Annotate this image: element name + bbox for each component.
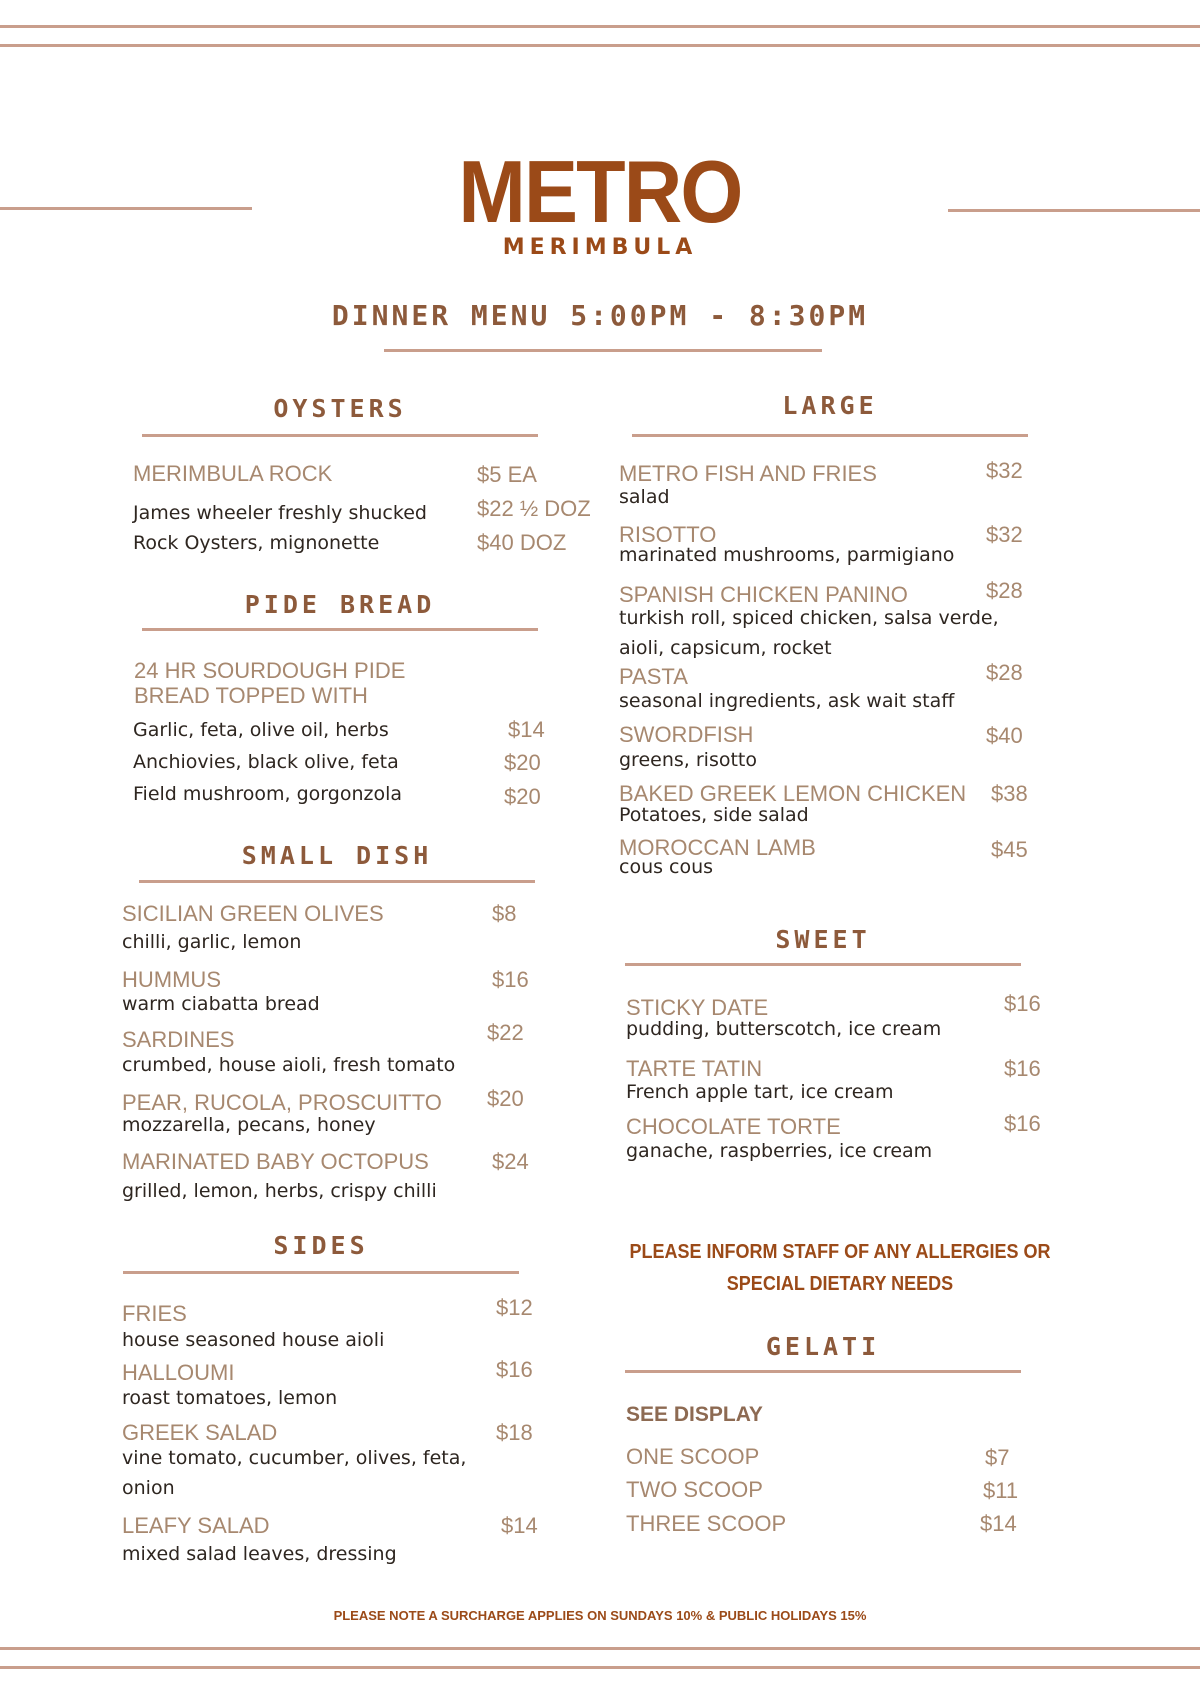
- large-item-name: RISOTTO: [619, 522, 717, 547]
- brand-logo-title: METRO: [458, 142, 742, 241]
- large-item-name: MOROCCAN LAMB: [619, 835, 816, 860]
- oysters-heading: OYSTERS: [273, 394, 407, 423]
- sweet-item-name: TARTE TATIN: [626, 1056, 763, 1081]
- allergy-notice-line-1: PLEASE INFORM STAFF OF ANY ALLERGIES OR: [629, 1241, 1051, 1263]
- pide-item-desc: Field mushroom, gorgonzola: [133, 783, 403, 805]
- bottom-border-rule-1: [0, 1647, 1200, 1650]
- large-item-price: $32: [986, 458, 1023, 483]
- small-dish-item-price: $22: [487, 1020, 524, 1045]
- allergy-notice-line-2: SPECIAL DIETARY NEEDS: [726, 1273, 954, 1295]
- small-dish-item-name: PEAR, RUCOLA, PROSCUITTO: [122, 1090, 442, 1115]
- large-item-desc: cous cous: [619, 856, 714, 878]
- pide-heading-line-1: 24 HR SOURDOUGH PIDE: [134, 658, 406, 683]
- gelati-heading: GELATI: [765, 1332, 881, 1361]
- sweet-item-desc: French apple tart, ice cream: [626, 1081, 894, 1103]
- oysters-item-desc-1: James wheeler freshly shucked: [133, 502, 427, 524]
- sides-item-desc-continued: onion: [122, 1477, 175, 1499]
- large-item-price: $40: [986, 723, 1023, 748]
- large-heading: LARGE: [782, 391, 878, 420]
- top-border-rule-2: [0, 44, 1200, 47]
- large-item-desc: salad: [619, 486, 670, 508]
- large-item-price: $45: [991, 837, 1028, 862]
- sweet-item-desc: pudding, butterscotch, ice cream: [626, 1018, 942, 1040]
- large-item-desc-continued: aioli, capsicum, rocket: [619, 637, 832, 659]
- large-item-desc: turkish roll, spiced chicken, salsa verde,: [619, 607, 999, 629]
- sweet-item-name: CHOCOLATE TORTE: [626, 1114, 841, 1139]
- large-item-price: $32: [986, 522, 1023, 547]
- large-item-price: $28: [986, 578, 1023, 603]
- oysters-price-each: $5 EA: [477, 462, 537, 487]
- large-item-desc: Potatoes, side salad: [619, 804, 809, 826]
- small-dish-rule: [139, 880, 535, 883]
- large-item-price: $38: [991, 781, 1028, 806]
- pide-item-desc: Garlic, feta, olive oil, herbs: [133, 719, 389, 741]
- sides-item-price: $12: [496, 1295, 533, 1320]
- large-item-price: $28: [986, 660, 1023, 685]
- small-dish-item-name: SARDINES: [122, 1027, 235, 1052]
- sides-item-name: HALLOUMI: [122, 1360, 235, 1385]
- small-dish-item-desc: chilli, garlic, lemon: [122, 931, 302, 953]
- gelati-item-name: ONE SCOOP: [626, 1444, 760, 1469]
- large-item-name: SWORDFISH: [619, 722, 754, 747]
- gelati-item-price: $7: [985, 1445, 1010, 1470]
- small-dish-item-desc: mozzarella, pecans, honey: [122, 1114, 376, 1136]
- sides-item-desc: mixed salad leaves, dressing: [122, 1543, 397, 1565]
- small-dish-item-desc: warm ciabatta bread: [122, 993, 320, 1015]
- small-dish-item-price: $20: [487, 1086, 524, 1111]
- gelati-item-name: THREE SCOOP: [626, 1511, 787, 1536]
- sweet-item-price: $16: [1004, 1111, 1041, 1136]
- sweet-item-price: $16: [1004, 1056, 1041, 1081]
- bottom-border-rule-2: [0, 1666, 1200, 1669]
- sweet-item-desc: ganache, raspberries, ice cream: [626, 1140, 933, 1162]
- sweet-rule: [625, 963, 1021, 966]
- large-item-name: METRO FISH AND FRIES: [619, 461, 877, 486]
- gelati-rule: [625, 1370, 1021, 1373]
- gelati-item-price: $11: [983, 1478, 1019, 1503]
- large-item-name: BAKED GREEK LEMON CHICKEN: [619, 781, 967, 806]
- oysters-price-half-dozen: $22 ½ DOZ: [477, 496, 591, 521]
- sides-item-price: $14: [501, 1513, 538, 1538]
- pide-item-price: $20: [504, 784, 541, 809]
- pide-item-desc: Anchiovies, black olive, feta: [133, 751, 399, 773]
- oysters-item-desc-2: Rock Oysters, mignonette: [133, 532, 380, 554]
- large-item-desc: marinated mushrooms, parmigiano: [619, 544, 955, 566]
- sides-item-price: $16: [496, 1357, 533, 1382]
- gelati-see-display: SEE DISPLAY: [626, 1403, 763, 1426]
- sides-item-name: LEAFY SALAD: [122, 1513, 270, 1538]
- allergy-notice: [606, 1236, 1074, 1300]
- sides-item-price: $18: [496, 1420, 533, 1445]
- small-dish-item-desc: crumbed, house aioli, fresh tomato: [122, 1054, 456, 1076]
- small-dish-item-name: HUMMUS: [122, 967, 221, 992]
- sides-heading: SIDES: [273, 1231, 369, 1260]
- sides-item-name: GREEK SALAD: [122, 1420, 278, 1445]
- small-dish-item-name: MARINATED BABY OCTOPUS: [122, 1149, 429, 1174]
- small-dish-item-price: $8: [492, 901, 517, 926]
- brand-logo-location: MERIMBULA: [502, 235, 698, 260]
- small-dish-item-price: $24: [492, 1149, 529, 1174]
- large-item-name: PASTA: [619, 664, 688, 689]
- oysters-rule: [142, 434, 538, 437]
- sweet-item-name: STICKY DATE: [626, 995, 769, 1020]
- sweet-item-price: $16: [1004, 991, 1041, 1016]
- small-dish-item-desc: grilled, lemon, herbs, crispy chilli: [122, 1180, 437, 1202]
- sides-item-name: FRIES: [122, 1301, 187, 1326]
- gelati-item-price: $14: [980, 1511, 1017, 1536]
- hours-rule: [384, 349, 822, 352]
- sides-rule: [123, 1271, 519, 1274]
- top-border-rule-1: [0, 25, 1200, 28]
- large-item-name: SPANISH CHICKEN PANINO: [619, 582, 908, 607]
- small-dish-item-price: $16: [492, 967, 529, 992]
- sides-item-desc: roast tomatoes, lemon: [122, 1387, 338, 1409]
- pide-item-price: $20: [504, 750, 541, 775]
- dinner-hours-title: DINNER MENU 5:00PM - 8:30PM: [331, 299, 869, 332]
- gelati-item-name: TWO SCOOP: [626, 1477, 763, 1502]
- sides-item-desc: house seasoned house aioli: [122, 1329, 385, 1351]
- sides-item-desc: vine tomato, cucumber, olives, feta,: [122, 1447, 467, 1469]
- pide-heading-line-2: BREAD TOPPED WITH: [134, 683, 368, 708]
- large-item-desc: greens, risotto: [619, 749, 757, 771]
- sweet-heading: SWEET: [775, 925, 871, 954]
- surcharge-notice: PLEASE NOTE A SURCHARGE APPLIES ON SUNDAYS 10% & PUBLIC HOLIDAYS 15%: [333, 1608, 867, 1623]
- large-item-desc: seasonal ingredients, ask wait staff: [619, 690, 955, 712]
- pide-heading: PIDE BREAD: [244, 590, 436, 619]
- large-rule: [632, 434, 1028, 437]
- oysters-price-dozen: $40 DOZ: [477, 530, 567, 555]
- oysters-item-name: MERIMBULA ROCK: [133, 461, 333, 486]
- small-dish-heading: SMALL DISH: [241, 841, 433, 870]
- small-dish-item-name: SICILIAN GREEN OLIVES: [122, 901, 384, 926]
- pide-rule: [142, 628, 538, 631]
- pide-item-price: $14: [508, 717, 545, 742]
